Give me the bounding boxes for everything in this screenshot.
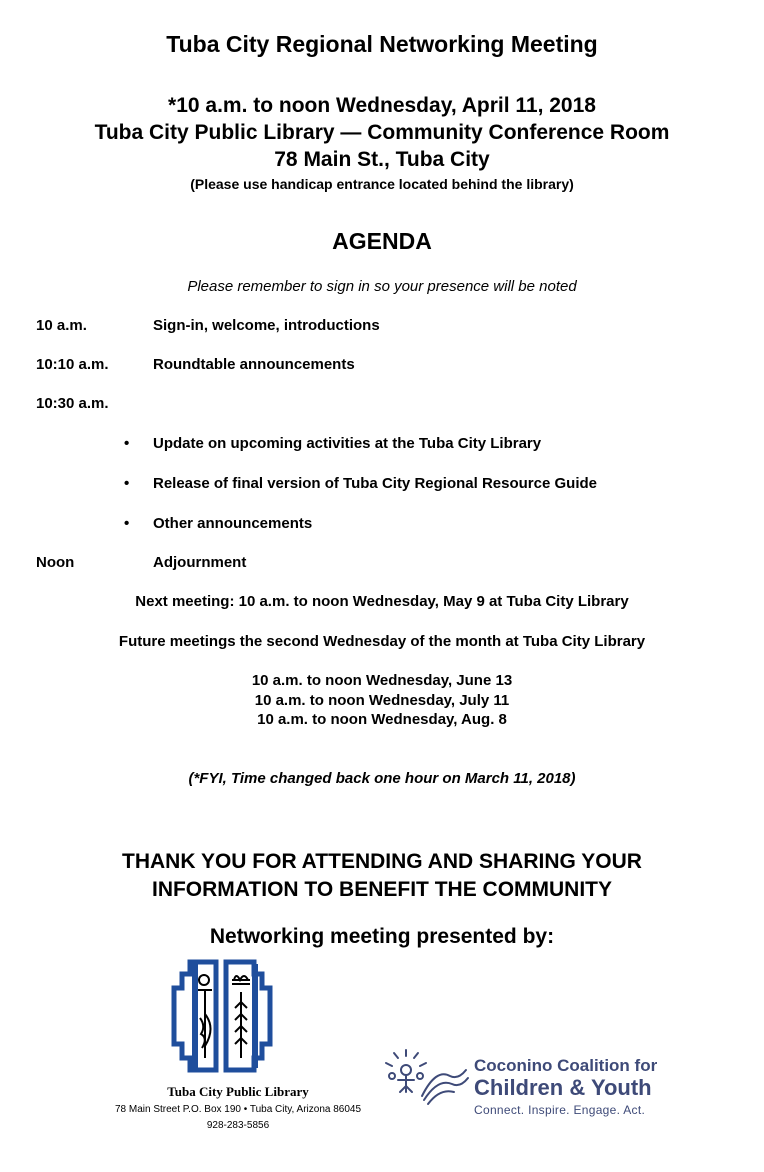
library-name: Tuba City Public Library [167, 1084, 309, 1099]
bullet-icon: • [124, 515, 130, 532]
agenda-bullet-item: Update on upcoming activities at the Tuba City Library [153, 435, 542, 452]
agenda-time: 10:30 a.m. [36, 395, 109, 412]
agenda-time: Noon [36, 554, 75, 571]
fyi-note: (*FYI, Time changed back one hour on March 11, 2018) [188, 770, 576, 787]
signin-note: Please remember to sign in so your presence will be noted [187, 278, 577, 295]
agenda-heading: AGENDA [332, 228, 432, 254]
coalition-tagline: Connect. Inspire. Engage. Act. [474, 1103, 646, 1117]
meeting-location: Tuba City Public Library — Community Conference Room [94, 121, 670, 144]
bullet-icon: • [124, 435, 130, 452]
future-meeting-date: 10 a.m. to noon Wednesday, Aug. 8 [257, 711, 507, 728]
next-meeting: Next meeting: 10 a.m. to noon Wednesday, May 9 at Tuba City Library [135, 593, 629, 610]
coalition-logo [378, 1046, 470, 1106]
library-phone: 928-283-5856 [206, 1120, 270, 1131]
meeting-time: *10 a.m. to noon Wednesday, April 11, 2018 [168, 94, 596, 117]
future-meeting-date: 10 a.m. to noon Wednesday, June 13 [251, 672, 513, 689]
thank-you-line-2: INFORMATION TO BENEFIT THE COMMUNITY [151, 878, 613, 901]
entrance-note: (Please use handicap entrance located behind the library) [190, 176, 574, 192]
future-meeting-date: 10 a.m. to noon Wednesday, July 11 [254, 692, 510, 709]
agenda-time: 10:10 a.m. [36, 356, 109, 373]
agenda-bullet-item: Release of final version of Tuba City Regional Resource Guide [153, 475, 597, 492]
agenda-time: 10 a.m. [36, 317, 87, 334]
presented-by: Networking meeting presented by: [209, 925, 555, 948]
agenda-item: Sign-in, welcome, introductions [153, 317, 380, 334]
coalition-name-line-2: Children & Youth [474, 1075, 652, 1100]
future-meetings-intro: Future meetings the second Wednesday of the month at Tuba City Library [118, 633, 646, 650]
bullet-icon: • [124, 475, 130, 492]
library-address: 78 Main Street P.O. Box 190 • Tuba City, Arizona 86045 [114, 1104, 362, 1115]
thank-you-line-1: THANK YOU FOR ATTENDING AND SHARING YOUR [122, 850, 642, 873]
library-logo [168, 958, 282, 1074]
agenda-item: Adjournment [153, 554, 247, 571]
agenda-item: Roundtable announcements [153, 356, 355, 373]
meeting-address: 78 Main St., Tuba City [274, 148, 490, 171]
coalition-name-line-1: Coconino Coalition for [474, 1056, 658, 1075]
page-title: Tuba City Regional Networking Meeting [166, 31, 598, 57]
agenda-bullet-item: Other announcements [153, 515, 313, 532]
